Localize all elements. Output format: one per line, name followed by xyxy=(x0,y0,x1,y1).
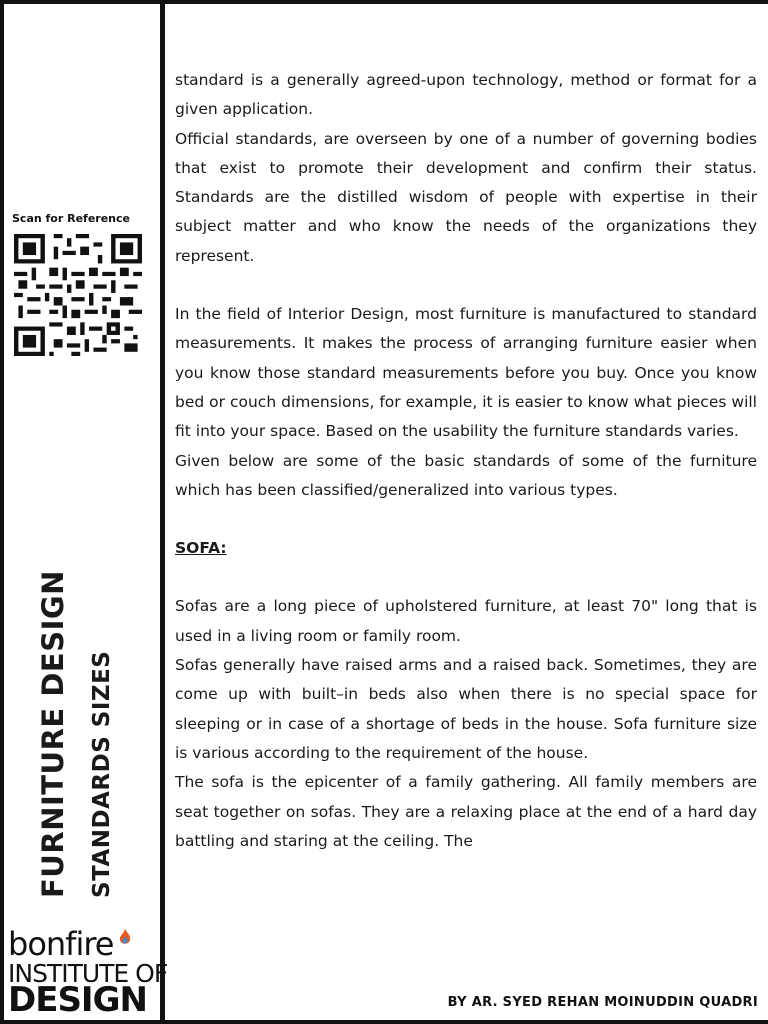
section-heading-sofa: SOFA: xyxy=(175,539,227,558)
page-border-top xyxy=(0,0,768,4)
scan-label: Scan for Reference xyxy=(12,212,130,225)
logo-design-text: DESIGN xyxy=(8,980,147,1020)
flame-icon xyxy=(118,929,132,947)
paragraph-standard-definition: standard is a generally agreed-upon technology, method or format for a given application. xyxy=(175,71,757,119)
paragraph-sofa-epicenter: The sofa is the epicenter of a family gathering. All family members are seat together on sofas. They are a relaxing place at the end of a hard day battling and staring at the ceiling. The xyxy=(175,773,757,850)
sidebar-title-furniture-design: FURNITURE DESIGN xyxy=(36,570,70,898)
paragraph-basic-standards: Given below are some of the basic standards of some of the furniture which has been classified/generalized into various types. xyxy=(175,451,757,499)
sidebar-title-standards-sizes: STANDARDS SIZES xyxy=(89,650,115,898)
bonfire-logo xyxy=(8,925,168,1020)
qr-code[interactable] xyxy=(14,234,142,356)
author-credit: BY AR. SYED REHAN MOINUDDIN QUADRI xyxy=(447,995,758,1010)
paragraph-interior-design: In the field of Interior Design, most furniture is manufactured to standard measurements. It makes the process of arranging furniture easier when you know those standard measurements before you buy. Once you know bed or couch dimensions, for example, it is easier to know what pieces will fit into your space. Based on the usability the furniture standards varies. xyxy=(175,305,757,441)
paragraph-official-standards: Official standards, are overseen by one of a number of governing bodies that exist to promote their development and confirm their status. Standards are the distilled wisdom of people with expertise in their subject matter and who know the needs of the organizations they represent. xyxy=(175,129,757,265)
paragraph-sofa-definition: Sofas are a long piece of upholstered furniture, at least 70" long that is used in a living room or family room. xyxy=(175,597,757,645)
main-text xyxy=(175,66,757,856)
page-border-left xyxy=(0,0,4,1024)
logo-fire-text: fire xyxy=(65,925,114,963)
logo-institute-text: INSTITUTE OF xyxy=(8,959,168,988)
logo-bon-text: bon xyxy=(8,925,66,963)
paragraph-sofa-arms: Sofas generally have raised arms and a raised back. Sometimes, they are come up with built–in beds also when there is no special space for sleeping or in case of a shortage of beds in the house. Sofa furniture size is various according to the requirement of the house. xyxy=(175,656,757,762)
page-border-bottom xyxy=(0,1020,768,1024)
sidebar-divider xyxy=(160,0,165,1024)
